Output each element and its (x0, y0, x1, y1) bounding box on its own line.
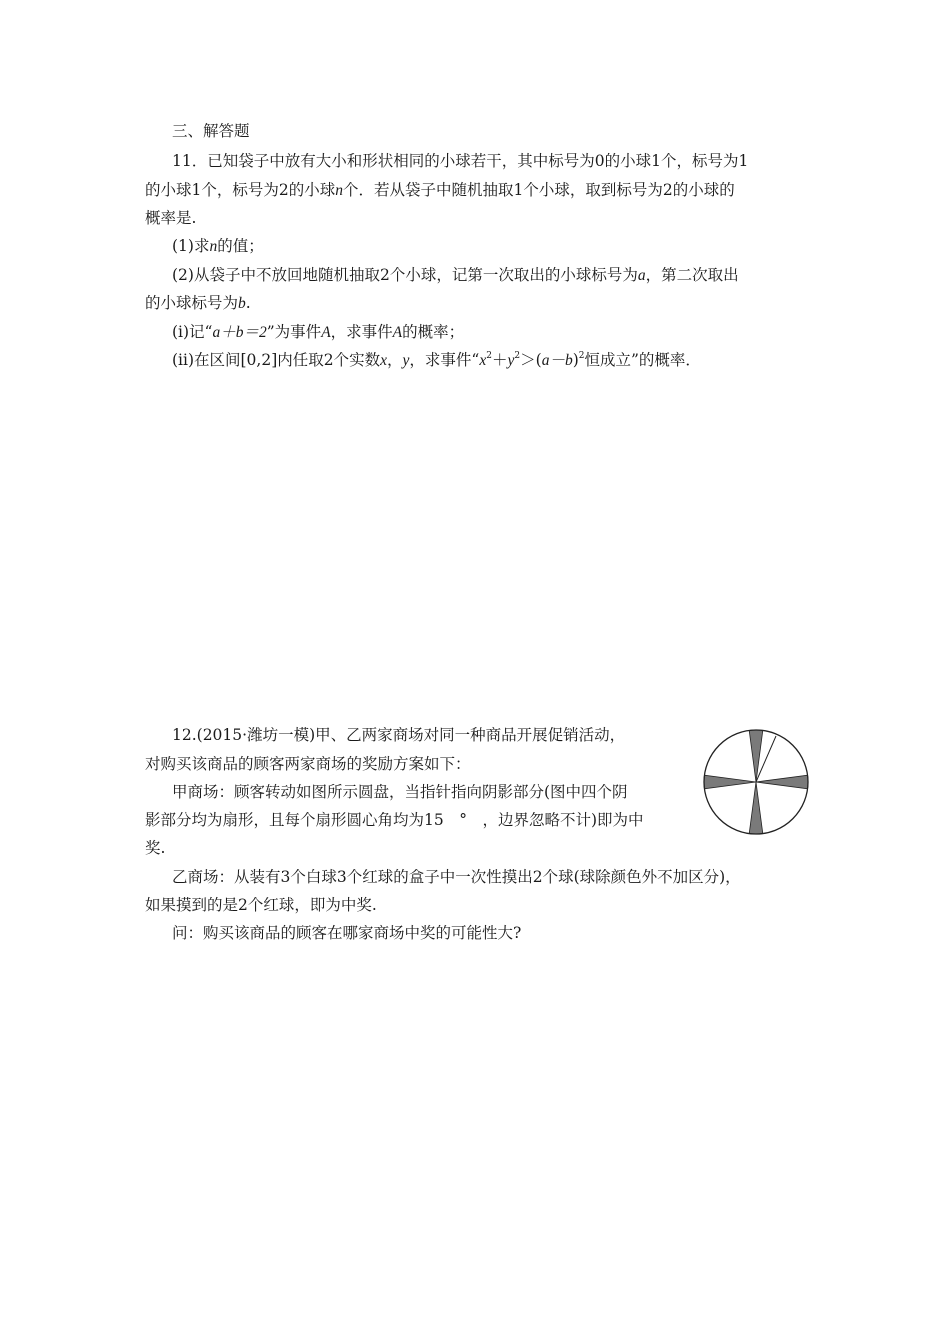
shaded-sector (749, 730, 763, 782)
q12-line7: 如果摸到的是2个红球，即为中奖. (145, 896, 377, 914)
q11-line3: 概率是. (145, 209, 197, 227)
q11-line1: 11．已知袋子中放有大小和形状相同的小球若干，其中标号为0的小球1个，标号为1 (172, 152, 749, 170)
q11-line2: 的小球1个，标号为2的小球n个．若从袋子中随机抽取1个小球，取到标号为2的小球的 (145, 181, 735, 199)
q11-sub-ii: (ⅱ)在区间[0,2]内任取2个实数x，y，求事件“$x^2+y^2>(a-b)^2$恒成立”的概率． (172, 351, 701, 369)
section-title: 三、解答题 (172, 122, 250, 140)
shaded-sector (704, 775, 756, 789)
q11-sub-i: (ⅰ)记“a＋b＝2”为事件A，求事件A的概率； (172, 323, 465, 341)
q12-line6: 乙商场：从装有3个白球3个红球的盒子中一次性摸出2个球(球除颜色外不加区分)， (172, 868, 741, 886)
q12-line8: 问：购买该商品的顾客在哪家商场中奖的可能性大? (172, 924, 522, 942)
shaded-sector (756, 775, 808, 789)
q12-line5: 奖. (145, 839, 166, 857)
q11-part2-line1: (2)从袋子中不放回地随机抽取2个小球，记第一次取出的小球标号为a，第二次取出 (172, 266, 739, 284)
q11-part2-line2: 的小球标号为b. (145, 294, 251, 312)
spinner-wheel-icon (700, 726, 812, 838)
q12-line3: 甲商场：顾客转动如图所示圆盘，当指针指向阴影部分(图中四个阴 (172, 783, 628, 801)
q12-line2: 对购买该商品的顾客两家商场的奖励方案如下： (145, 755, 471, 773)
shaded-sector (749, 782, 763, 834)
q12-line4: 影部分均为扇形，且每个扇形圆心角均为15 ° ，边界忽略不计)即为中 (145, 811, 644, 829)
q12-line1: 12.(2015·潍坊一模)甲、乙两家商场对同一种商品开展促销活动， (172, 726, 626, 744)
q11-part1: (1)求n的值； (172, 237, 264, 255)
